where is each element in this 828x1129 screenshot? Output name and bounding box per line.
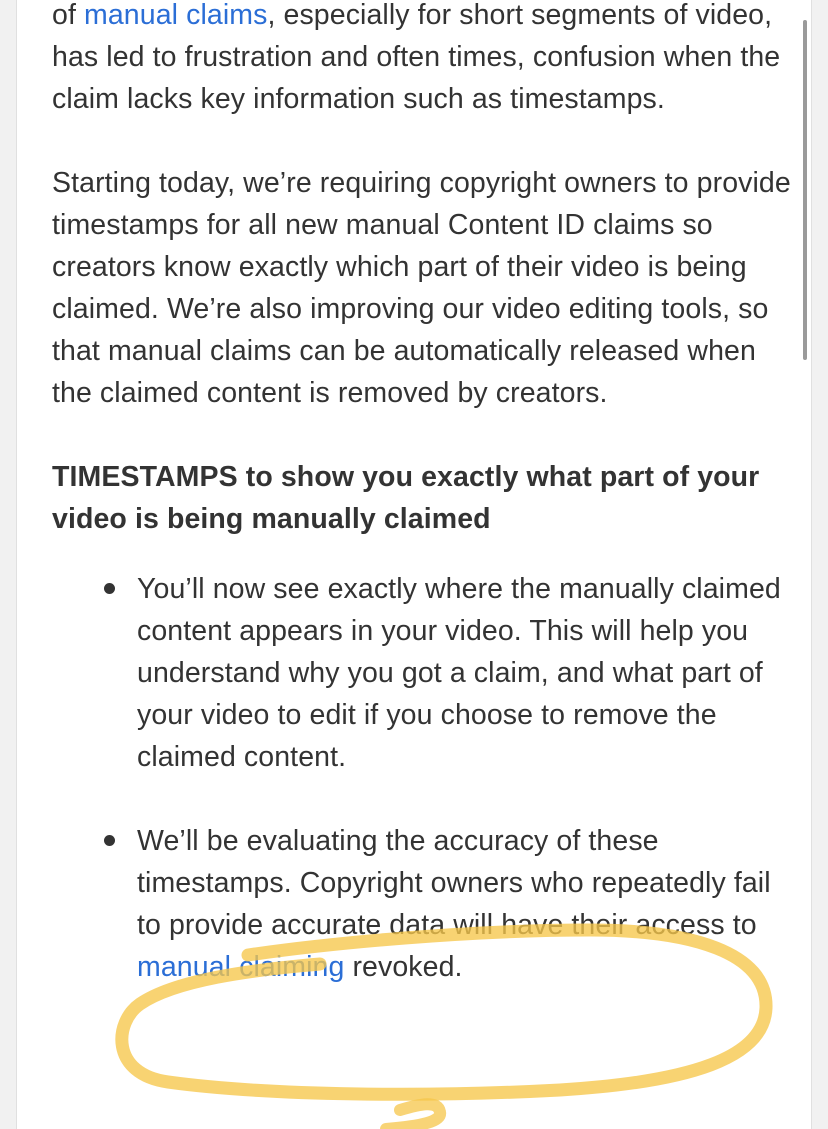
list-item-text: You’ll now see exactly where the manually claimed content appears in your video. This will help you understand why you got a claim, and what part of your video to edit if you choose to remove the claimed content. bbox=[137, 573, 781, 773]
bullet-dot-icon bbox=[104, 583, 115, 594]
manual-claiming-link[interactable]: manual claiming bbox=[137, 951, 345, 983]
article-body bbox=[52, 0, 797, 1030]
section-heading-timestamps: TIMESTAMPS to show you exactly what part of your video is being manually claimed bbox=[52, 461, 760, 535]
bullet-dot-icon bbox=[104, 835, 115, 846]
list-item-text: revoked. bbox=[344, 951, 463, 983]
article-page bbox=[16, 0, 812, 1129]
list-item bbox=[137, 820, 797, 988]
bullet-list bbox=[52, 568, 797, 988]
list-item-text: We’ll be evaluating the accuracy of these timestamps. Copyright owners who repeatedly fail to provide accurate data will have their access to bbox=[137, 825, 771, 941]
paragraph-manual-claims bbox=[52, 0, 797, 120]
paragraph-text: , especially for short segments of video, has led to frustration and often times, confusion when the claim lacks key information such as timestamps. bbox=[52, 0, 781, 115]
list-item bbox=[137, 568, 797, 778]
paragraph-text: of bbox=[52, 0, 84, 31]
scrollbar-thumb[interactable] bbox=[803, 20, 807, 360]
paragraph-starting-today: Starting today, we’re requiring copyright owners to provide timestamps for all new manual Content ID claims so creators know exactly which part of their video is being claimed. We’re also improving our video editing tools, so that manual claims can be automatically released when the claimed content is removed by creators. bbox=[52, 167, 791, 409]
manual-claims-link[interactable]: manual claims bbox=[84, 0, 268, 31]
